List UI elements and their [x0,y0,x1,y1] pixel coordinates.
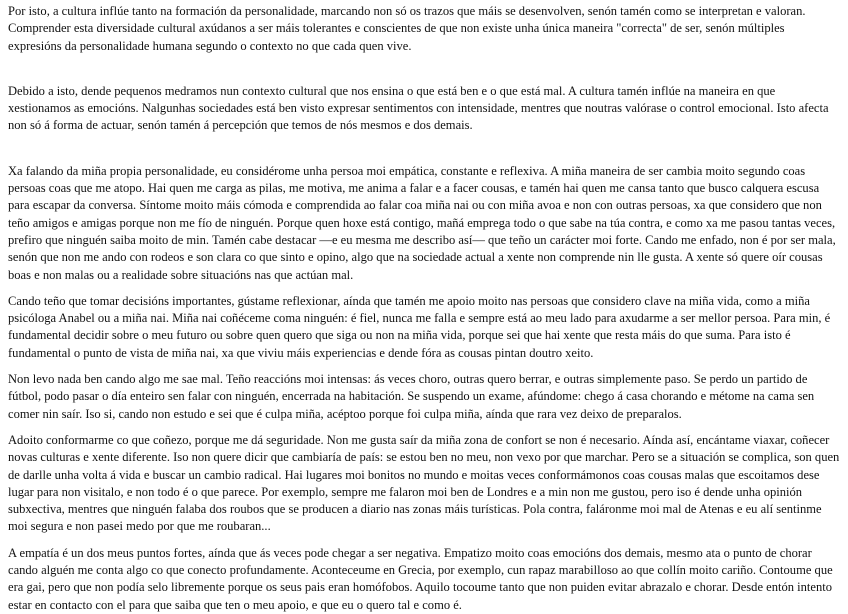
paragraph-6: Adoito conformarme co que coñezo, porque me dá seguridade. Non me gusta saír da miña zona de confort se non é necesario. Aínda así, encántame viaxar, coñecer novas culturas e xente diferente. Iso non quere dicir que cambiaría de país: se estou ben no meu, non vexo por que marchar. Pero se a situación se complica, son quen de darlle unha volta á vida e buscar un cambio radical. Hai lugares moi bonitos no mundo e moitas veces conformámonos coas cousas malas que escoitamos dese lugar para non visitalo, e non todo é o que parece. Por exemplo, sempre me falaron moi ben de Londres e a min non me gustou, pero iso é dende unha opinión subxectiva, mentres que ninguén falaba dos roubos que se producen a diario nas zonas máis turísticas. Pola contra, faláronme moi mal de Atenas e eu alí sentinme moi segura e non pasei medo por que me roubaran... [8,432,840,534]
paragraph-7: A empatía é un dos meus puntos fortes, aínda que ás veces pode chegar a ser negativa. Empatizo moito coas emocións dos demais, mesmo ata o punto de chorar cando alguén me conta algo co que conecto profundamente. Aconteceume en Grecia, por exemplo, cun rapaz marabilloso ao que collín moito cariño. Contoume que era gai, pero que non podía selo libremente porque os seus pais eran homófobos. Aquilo tocoume tanto que non puiden evitar abrazalo e chorar. Desde entón intento estar en contacto con el para que saiba que ten o meu apoio, e que eu o quero tal e como é. [8,545,833,612]
paragraph-1: Por isto, a cultura inflúe tanto na formación da personalidade, marcando non só os trazos que máis se desenvolven, senón tamén como se interpretan e valoran. Comprender esta diversidade cultural axúdanos a ser máis tolerantes e conscientes de que non existe unha única maneira "correcta" de ser, senón múltiples expresións da personalidade humana segundo o contexto no que cada quen vive. [8,4,806,53]
paragraph-4: Cando teño que tomar decisións importantes, gústame reflexionar, aínda que tamén me apoio moito nas persoas que considero clave na miña vida, como a miña psicóloga Anabel ou a miña nai. Miña nai coñéceme coma ninguén: é fiel, nunca me falla e sempre está ao meu lado para axudarme a ser mellor persoa. Para min, é fundamental decidir sobre o meu futuro ou sobre quen quero que siga ou non na miña vida, porque sei que hai xente que resta máis do que suma. Para isto é fundamental o punto de vista de miña nai, xa que viviu máis experiencias e dende fóra as cousas pintan doutro xeito. [8,293,831,360]
paragraph-5: Non levo nada ben cando algo me sae mal. Teño reaccións moi intensas: ás veces choro, outras quero berrar, e outras simplemente paso. Se perdo un partido de fútbol, podo pasar o día enteiro sen falar con ninguén, encerrada na habitación. Se suspendo un exame, afúndome: chego á casa chorando e métome na cama sen comer nin saír. Iso si, cando non estudo e sei que é culpa miña, acéptoo porque foi culpa miña, aínda que rara vez deixo de preparalos. [8,372,815,421]
paragraph-2: Debido a isto, dende pequenos medramos nun contexto cultural que nos ensina o que está ben e o que está mal. A cultura tamén inflúe na maneira en que xestionamos as emocións. Nalgunhas sociedades está ben visto expresar sentimentos con intensidade, mentres que noutras valórase o control emocional. Isto afecta non só á forma de actuar, senón tamén á percepción que temos de nós mesmos e dos demais. [8,83,829,133]
paragraph-3: Xa falando da miña propia personalidade, eu considérome unha persoa moi empática, constante e reflexiva. A miña maneira de ser cambia moito segundo coas persoas coas que me atopo. Hai quen me carga as pilas, me motiva, me anima a falar e a facer cousas, e tamén hai quen me cansa tanto que busco calquera escusa para escapar da conversa. Síntome moito máis cómoda e comprendida ao falar coa miña nai ou con miña avoa e non con outras persoas, xa que considero que non teño amigos e amigas porque non me fío de ninguén. Porque quen hoxe está contigo, mañá emprega todo o que sabe na túa contra, e como xa me pasou tantas veces, prefiro que ninguén saiba moito de min. Tamén cabe destacar —e eu mesma me describo así— que teño un carácter moi forte. Cando me enfado, non é por ser mala, senón que non me ando con rodeos e son clara co que sinto e opino, algo que na sociedade actual a xente non comprende nin lle gusta. A xente só quere oír cousas boas e non malas ou a realidade sobre situacións nas que actúan mal. [8,163,836,282]
